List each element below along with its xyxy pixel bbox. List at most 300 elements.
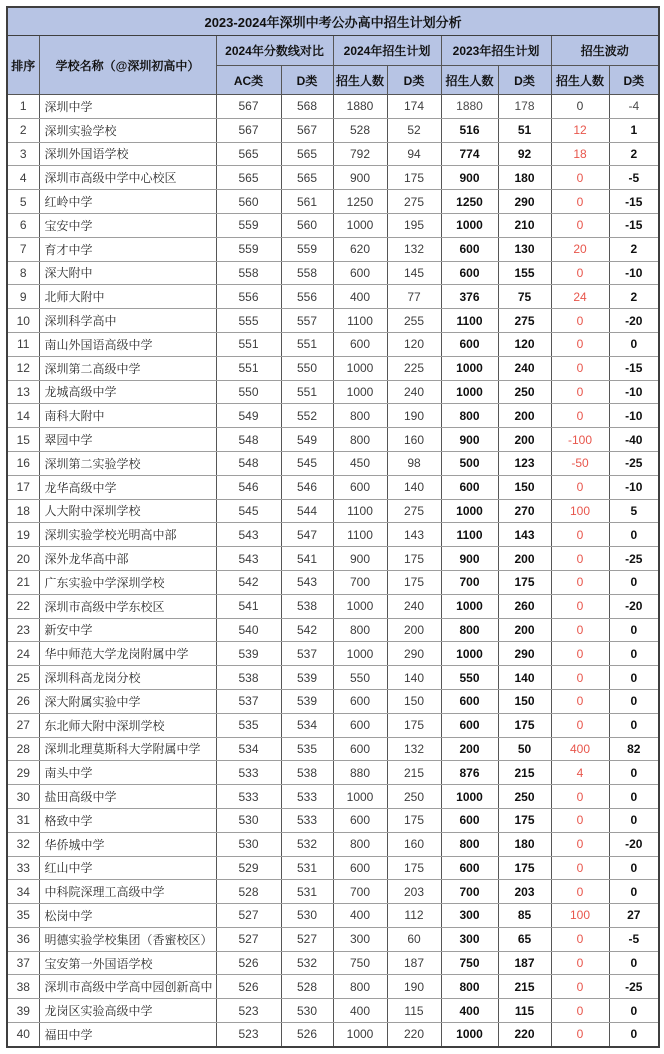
rank-cell: 33 xyxy=(7,856,39,880)
ac-2024-cell: 550 xyxy=(216,380,281,404)
ac-2024-cell: 526 xyxy=(216,951,281,975)
table-row xyxy=(7,570,659,594)
d-2024-score-cell: 526 xyxy=(281,1023,333,1047)
wave-d-cell: 0 xyxy=(609,332,659,356)
d-2024-score-cell: 567 xyxy=(281,118,333,142)
rank-cell: 7 xyxy=(7,237,39,261)
ac-2024-cell: 567 xyxy=(216,118,281,142)
d-2024-score-cell: 552 xyxy=(281,404,333,428)
table-row xyxy=(7,927,659,951)
plan-2023-d-cell: 200 xyxy=(498,618,551,642)
rank-cell: 11 xyxy=(7,332,39,356)
col-header-wave-count: 招生人数 xyxy=(551,66,609,95)
table-row xyxy=(7,261,659,285)
wave-count-cell: 400 xyxy=(551,737,609,761)
d-2024-score-cell: 559 xyxy=(281,237,333,261)
plan-2024-d-cell: 175 xyxy=(387,547,441,571)
rank-cell: 27 xyxy=(7,713,39,737)
school-name-cell: 中科院深理工高级中学 xyxy=(39,880,216,904)
rank-cell: 5 xyxy=(7,190,39,214)
plan-2024-cell: 600 xyxy=(333,808,387,832)
plan-2023-cell: 600 xyxy=(441,808,498,832)
plan-2024-d-cell: 94 xyxy=(387,142,441,166)
d-2024-score-cell: 537 xyxy=(281,642,333,666)
wave-count-cell: 20 xyxy=(551,237,609,261)
ac-2024-cell: 540 xyxy=(216,618,281,642)
plan-2023-d-cell: 275 xyxy=(498,309,551,333)
plan-2024-d-cell: 275 xyxy=(387,499,441,523)
d-2024-score-cell: 539 xyxy=(281,666,333,690)
rank-cell: 24 xyxy=(7,642,39,666)
ac-2024-cell: 549 xyxy=(216,404,281,428)
col-group-wave: 招生波动 xyxy=(551,36,659,66)
plan-2023-cell: 750 xyxy=(441,951,498,975)
wave-d-cell: -4 xyxy=(609,95,659,119)
table-row xyxy=(7,166,659,190)
wave-d-cell: 2 xyxy=(609,142,659,166)
rank-cell: 21 xyxy=(7,570,39,594)
ac-2024-cell: 548 xyxy=(216,451,281,475)
school-name-cell: 深圳科高龙岗分校 xyxy=(39,666,216,690)
d-2024-score-cell: 527 xyxy=(281,927,333,951)
wave-d-cell: 0 xyxy=(609,808,659,832)
plan-2023-d-cell: 175 xyxy=(498,570,551,594)
table-row xyxy=(7,808,659,832)
d-2024-score-cell: 531 xyxy=(281,856,333,880)
plan-2023-d-cell: 270 xyxy=(498,499,551,523)
plan-2023-cell: 600 xyxy=(441,713,498,737)
ac-2024-cell: 543 xyxy=(216,547,281,571)
rank-cell: 16 xyxy=(7,451,39,475)
wave-count-cell: 0 xyxy=(551,166,609,190)
plan-2023-d-cell: 51 xyxy=(498,118,551,142)
wave-count-cell: 0 xyxy=(551,666,609,690)
plan-2023-cell: 600 xyxy=(441,237,498,261)
plan-2024-d-cell: 175 xyxy=(387,570,441,594)
school-name-cell: 深外龙华高中部 xyxy=(39,547,216,571)
plan-2023-d-cell: 203 xyxy=(498,880,551,904)
plan-2023-d-cell: 115 xyxy=(498,999,551,1023)
d-2024-score-cell: 535 xyxy=(281,737,333,761)
wave-count-cell: 0 xyxy=(551,618,609,642)
school-name-cell: 新安中学 xyxy=(39,618,216,642)
plan-2024-d-cell: 132 xyxy=(387,237,441,261)
rank-cell: 14 xyxy=(7,404,39,428)
school-name-cell: 龙华高级中学 xyxy=(39,475,216,499)
school-name-cell: 南山外国语高级中学 xyxy=(39,332,216,356)
plan-2024-cell: 1250 xyxy=(333,190,387,214)
table-row xyxy=(7,666,659,690)
plan-2023-d-cell: 92 xyxy=(498,142,551,166)
wave-d-cell: -15 xyxy=(609,356,659,380)
school-name-cell: 深圳外国语学校 xyxy=(39,142,216,166)
rank-cell: 20 xyxy=(7,547,39,571)
school-name-cell: 深大附属实验中学 xyxy=(39,689,216,713)
plan-2024-d-cell: 250 xyxy=(387,785,441,809)
ac-2024-cell: 527 xyxy=(216,927,281,951)
d-2024-score-cell: 530 xyxy=(281,999,333,1023)
table-row xyxy=(7,237,659,261)
wave-d-cell: 1 xyxy=(609,118,659,142)
school-name-cell: 南头中学 xyxy=(39,761,216,785)
ac-2024-cell: 530 xyxy=(216,832,281,856)
plan-2023-d-cell: 65 xyxy=(498,927,551,951)
plan-2023-d-cell: 150 xyxy=(498,689,551,713)
plan-2024-cell: 1000 xyxy=(333,642,387,666)
wave-d-cell: 0 xyxy=(609,713,659,737)
wave-count-cell: 0 xyxy=(551,309,609,333)
group-header-row xyxy=(7,36,659,66)
ac-2024-cell: 565 xyxy=(216,142,281,166)
school-name-cell: 人大附中深圳学校 xyxy=(39,499,216,523)
wave-d-cell: -5 xyxy=(609,927,659,951)
d-2024-score-cell: 558 xyxy=(281,261,333,285)
plan-2023-cell: 1000 xyxy=(441,785,498,809)
wave-d-cell: 0 xyxy=(609,1023,659,1047)
col-group-2024-scoreline: 2024年分数线对比 xyxy=(216,36,333,66)
wave-count-cell: 0 xyxy=(551,856,609,880)
plan-2024-cell: 300 xyxy=(333,927,387,951)
school-name-cell: 华中师范大学龙岗附属中学 xyxy=(39,642,216,666)
wave-d-cell: -25 xyxy=(609,451,659,475)
col-header-plan-2023: 招生人数 xyxy=(441,66,498,95)
school-name-cell: 明德实验学校集团（香蜜校区） xyxy=(39,927,216,951)
rank-cell: 35 xyxy=(7,904,39,928)
plan-2023-cell: 1000 xyxy=(441,380,498,404)
rank-cell: 18 xyxy=(7,499,39,523)
plan-2023-cell: 900 xyxy=(441,428,498,452)
rank-cell: 6 xyxy=(7,213,39,237)
plan-2023-cell: 774 xyxy=(441,142,498,166)
school-name-cell: 龙城高级中学 xyxy=(39,380,216,404)
rank-cell: 3 xyxy=(7,142,39,166)
wave-count-cell: 0 xyxy=(551,523,609,547)
wave-d-cell: -10 xyxy=(609,261,659,285)
wave-count-cell: 0 xyxy=(551,356,609,380)
rank-cell: 32 xyxy=(7,832,39,856)
plan-2024-cell: 400 xyxy=(333,285,387,309)
col-header-d-2024-score: D类 xyxy=(281,66,333,95)
d-2024-score-cell: 543 xyxy=(281,570,333,594)
plan-2024-cell: 450 xyxy=(333,451,387,475)
ac-2024-cell: 567 xyxy=(216,95,281,119)
table-row xyxy=(7,356,659,380)
plan-2024-cell: 1100 xyxy=(333,523,387,547)
ac-2024-cell: 537 xyxy=(216,689,281,713)
wave-d-cell: 0 xyxy=(609,570,659,594)
wave-count-cell: 0 xyxy=(551,332,609,356)
plan-2023-d-cell: 215 xyxy=(498,761,551,785)
d-2024-score-cell: 532 xyxy=(281,951,333,975)
col-header-school: 学校名称（@深圳初高中） xyxy=(39,36,216,95)
school-name-cell: 格致中学 xyxy=(39,808,216,832)
table-row xyxy=(7,404,659,428)
d-2024-score-cell: 538 xyxy=(281,761,333,785)
plan-2024-d-cell: 190 xyxy=(387,404,441,428)
plan-2023-cell: 1000 xyxy=(441,356,498,380)
plan-2024-cell: 400 xyxy=(333,999,387,1023)
wave-count-cell: 0 xyxy=(551,689,609,713)
plan-2024-d-cell: 175 xyxy=(387,856,441,880)
plan-2024-d-cell: 275 xyxy=(387,190,441,214)
rank-cell: 12 xyxy=(7,356,39,380)
table-row xyxy=(7,713,659,737)
school-name-cell: 宝安中学 xyxy=(39,213,216,237)
ac-2024-cell: 539 xyxy=(216,642,281,666)
wave-d-cell: 82 xyxy=(609,737,659,761)
ac-2024-cell: 551 xyxy=(216,356,281,380)
plan-2024-cell: 620 xyxy=(333,237,387,261)
table-row xyxy=(7,618,659,642)
d-2024-score-cell: 565 xyxy=(281,142,333,166)
ac-2024-cell: 533 xyxy=(216,761,281,785)
plan-2023-d-cell: 120 xyxy=(498,332,551,356)
plan-2024-d-cell: 143 xyxy=(387,523,441,547)
rank-cell: 25 xyxy=(7,666,39,690)
plan-2024-cell: 700 xyxy=(333,570,387,594)
plan-2023-d-cell: 220 xyxy=(498,1023,551,1047)
plan-2023-cell: 600 xyxy=(441,689,498,713)
d-2024-score-cell: 550 xyxy=(281,356,333,380)
wave-d-cell: -25 xyxy=(609,975,659,999)
wave-count-cell: 0 xyxy=(551,975,609,999)
plan-2023-d-cell: 175 xyxy=(498,856,551,880)
ac-2024-cell: 527 xyxy=(216,904,281,928)
rank-cell: 34 xyxy=(7,880,39,904)
rank-cell: 22 xyxy=(7,594,39,618)
plan-2024-cell: 600 xyxy=(333,856,387,880)
col-header-plan-2024: 招生人数 xyxy=(333,66,387,95)
school-name-cell: 深圳市高级中学中心校区 xyxy=(39,166,216,190)
plan-2023-d-cell: 210 xyxy=(498,213,551,237)
plan-2024-d-cell: 132 xyxy=(387,737,441,761)
d-2024-score-cell: 556 xyxy=(281,285,333,309)
d-2024-score-cell: 549 xyxy=(281,428,333,452)
wave-count-cell: 12 xyxy=(551,118,609,142)
school-name-cell: 育才中学 xyxy=(39,237,216,261)
school-name-cell: 北师大附中 xyxy=(39,285,216,309)
table-row xyxy=(7,475,659,499)
school-name-cell: 红岭中学 xyxy=(39,190,216,214)
wave-count-cell: 0 xyxy=(551,594,609,618)
school-name-cell: 福田中学 xyxy=(39,1023,216,1047)
wave-count-cell: -50 xyxy=(551,451,609,475)
d-2024-score-cell: 539 xyxy=(281,689,333,713)
plan-2024-d-cell: 175 xyxy=(387,166,441,190)
wave-d-cell: -5 xyxy=(609,166,659,190)
ac-2024-cell: 551 xyxy=(216,332,281,356)
wave-d-cell: -25 xyxy=(609,547,659,571)
plan-2024-d-cell: 225 xyxy=(387,356,441,380)
wave-count-cell: 100 xyxy=(551,904,609,928)
table-row xyxy=(7,547,659,571)
plan-2024-d-cell: 220 xyxy=(387,1023,441,1047)
plan-2023-d-cell: 85 xyxy=(498,904,551,928)
table-row xyxy=(7,118,659,142)
plan-2023-d-cell: 50 xyxy=(498,737,551,761)
wave-count-cell: -100 xyxy=(551,428,609,452)
rank-cell: 13 xyxy=(7,380,39,404)
plan-2023-d-cell: 175 xyxy=(498,713,551,737)
table-row xyxy=(7,213,659,237)
plan-2024-d-cell: 290 xyxy=(387,642,441,666)
table-row xyxy=(7,642,659,666)
plan-2023-cell: 1000 xyxy=(441,594,498,618)
plan-2023-d-cell: 75 xyxy=(498,285,551,309)
plan-2023-d-cell: 175 xyxy=(498,808,551,832)
table-row xyxy=(7,999,659,1023)
plan-2024-cell: 528 xyxy=(333,118,387,142)
wave-count-cell: 0 xyxy=(551,261,609,285)
plan-2023-cell: 800 xyxy=(441,618,498,642)
ac-2024-cell: 533 xyxy=(216,785,281,809)
ac-2024-cell: 523 xyxy=(216,999,281,1023)
plan-2024-d-cell: 160 xyxy=(387,832,441,856)
wave-d-cell: 0 xyxy=(609,785,659,809)
col-header-ac-2024: AC类 xyxy=(216,66,281,95)
wave-count-cell: 0 xyxy=(551,190,609,214)
wave-d-cell: -10 xyxy=(609,475,659,499)
d-2024-score-cell: 538 xyxy=(281,594,333,618)
rank-cell: 28 xyxy=(7,737,39,761)
rank-cell: 29 xyxy=(7,761,39,785)
wave-d-cell: 0 xyxy=(609,666,659,690)
rank-cell: 30 xyxy=(7,785,39,809)
col-header-d-2023-plan: D类 xyxy=(498,66,551,95)
school-name-cell: 深圳北理莫斯科大学附属中学 xyxy=(39,737,216,761)
rank-cell: 19 xyxy=(7,523,39,547)
table-row xyxy=(7,761,659,785)
plan-2023-cell: 900 xyxy=(441,166,498,190)
table-row xyxy=(7,95,659,119)
plan-2024-d-cell: 112 xyxy=(387,904,441,928)
plan-2024-cell: 1000 xyxy=(333,356,387,380)
plan-2023-d-cell: 250 xyxy=(498,785,551,809)
ac-2024-cell: 559 xyxy=(216,213,281,237)
col-group-2023-plan: 2023年招生计划 xyxy=(441,36,551,66)
plan-2024-cell: 550 xyxy=(333,666,387,690)
plan-2023-cell: 876 xyxy=(441,761,498,785)
table-row xyxy=(7,880,659,904)
plan-2023-cell: 1250 xyxy=(441,190,498,214)
plan-2023-cell: 200 xyxy=(441,737,498,761)
plan-2023-cell: 800 xyxy=(441,975,498,999)
plan-2023-cell: 700 xyxy=(441,880,498,904)
wave-count-cell: 0 xyxy=(551,1023,609,1047)
plan-2023-cell: 800 xyxy=(441,404,498,428)
d-2024-score-cell: 533 xyxy=(281,785,333,809)
wave-d-cell: -10 xyxy=(609,404,659,428)
plan-2024-d-cell: 140 xyxy=(387,666,441,690)
wave-d-cell: -20 xyxy=(609,309,659,333)
table-row xyxy=(7,832,659,856)
d-2024-score-cell: 544 xyxy=(281,499,333,523)
ac-2024-cell: 565 xyxy=(216,166,281,190)
table-row xyxy=(7,785,659,809)
table-title: 2023-2024年深圳中考公办高中招生计划分析 xyxy=(7,7,659,36)
plan-2024-cell: 800 xyxy=(333,832,387,856)
plan-2024-d-cell: 255 xyxy=(387,309,441,333)
wave-d-cell: 2 xyxy=(609,237,659,261)
rank-cell: 40 xyxy=(7,1023,39,1047)
rank-cell: 15 xyxy=(7,428,39,452)
rank-cell: 36 xyxy=(7,927,39,951)
table-row xyxy=(7,380,659,404)
plan-2023-d-cell: 290 xyxy=(498,190,551,214)
plan-2023-cell: 500 xyxy=(441,451,498,475)
plan-2024-d-cell: 203 xyxy=(387,880,441,904)
school-name-cell: 深圳第二高级中学 xyxy=(39,356,216,380)
plan-2024-d-cell: 120 xyxy=(387,332,441,356)
plan-2024-d-cell: 195 xyxy=(387,213,441,237)
ac-2024-cell: 541 xyxy=(216,594,281,618)
d-2024-score-cell: 546 xyxy=(281,475,333,499)
plan-2024-cell: 900 xyxy=(333,166,387,190)
table-row xyxy=(7,285,659,309)
rank-cell: 17 xyxy=(7,475,39,499)
school-name-cell: 松岗中学 xyxy=(39,904,216,928)
wave-count-cell: 0 xyxy=(551,570,609,594)
school-name-cell: 广东实验中学深圳学校 xyxy=(39,570,216,594)
plan-2024-cell: 1000 xyxy=(333,594,387,618)
plan-2024-d-cell: 115 xyxy=(387,999,441,1023)
plan-2024-d-cell: 175 xyxy=(387,808,441,832)
plan-2023-cell: 600 xyxy=(441,261,498,285)
plan-2024-d-cell: 160 xyxy=(387,428,441,452)
ac-2024-cell: 560 xyxy=(216,190,281,214)
plan-2023-d-cell: 180 xyxy=(498,832,551,856)
wave-d-cell: -15 xyxy=(609,213,659,237)
ac-2024-cell: 545 xyxy=(216,499,281,523)
plan-2023-d-cell: 200 xyxy=(498,547,551,571)
plan-2023-cell: 400 xyxy=(441,999,498,1023)
plan-2023-d-cell: 130 xyxy=(498,237,551,261)
plan-2023-d-cell: 215 xyxy=(498,975,551,999)
wave-count-cell: 0 xyxy=(551,642,609,666)
ac-2024-cell: 528 xyxy=(216,880,281,904)
table-row xyxy=(7,190,659,214)
plan-2023-d-cell: 143 xyxy=(498,523,551,547)
plan-2024-cell: 800 xyxy=(333,428,387,452)
plan-2024-cell: 700 xyxy=(333,880,387,904)
table-row xyxy=(7,689,659,713)
wave-d-cell: 0 xyxy=(609,880,659,904)
rank-cell: 37 xyxy=(7,951,39,975)
wave-d-cell: 0 xyxy=(609,642,659,666)
table-row xyxy=(7,428,659,452)
wave-count-cell: 100 xyxy=(551,499,609,523)
plan-2024-d-cell: 200 xyxy=(387,618,441,642)
rank-cell: 4 xyxy=(7,166,39,190)
plan-2023-cell: 1100 xyxy=(441,523,498,547)
d-2024-score-cell: 531 xyxy=(281,880,333,904)
wave-d-cell: 27 xyxy=(609,904,659,928)
school-name-cell: 翠园中学 xyxy=(39,428,216,452)
wave-count-cell: 0 xyxy=(551,785,609,809)
wave-count-cell: 24 xyxy=(551,285,609,309)
plan-2023-cell: 900 xyxy=(441,547,498,571)
d-2024-score-cell: 551 xyxy=(281,332,333,356)
school-name-cell: 深圳市高级中学高中园创新高中 xyxy=(39,975,216,999)
plan-2023-cell: 600 xyxy=(441,475,498,499)
school-name-cell: 南科大附中 xyxy=(39,404,216,428)
table-row xyxy=(7,594,659,618)
rank-cell: 1 xyxy=(7,95,39,119)
plan-2024-cell: 1000 xyxy=(333,785,387,809)
rank-cell: 8 xyxy=(7,261,39,285)
plan-2024-cell: 1000 xyxy=(333,380,387,404)
table-row xyxy=(7,523,659,547)
